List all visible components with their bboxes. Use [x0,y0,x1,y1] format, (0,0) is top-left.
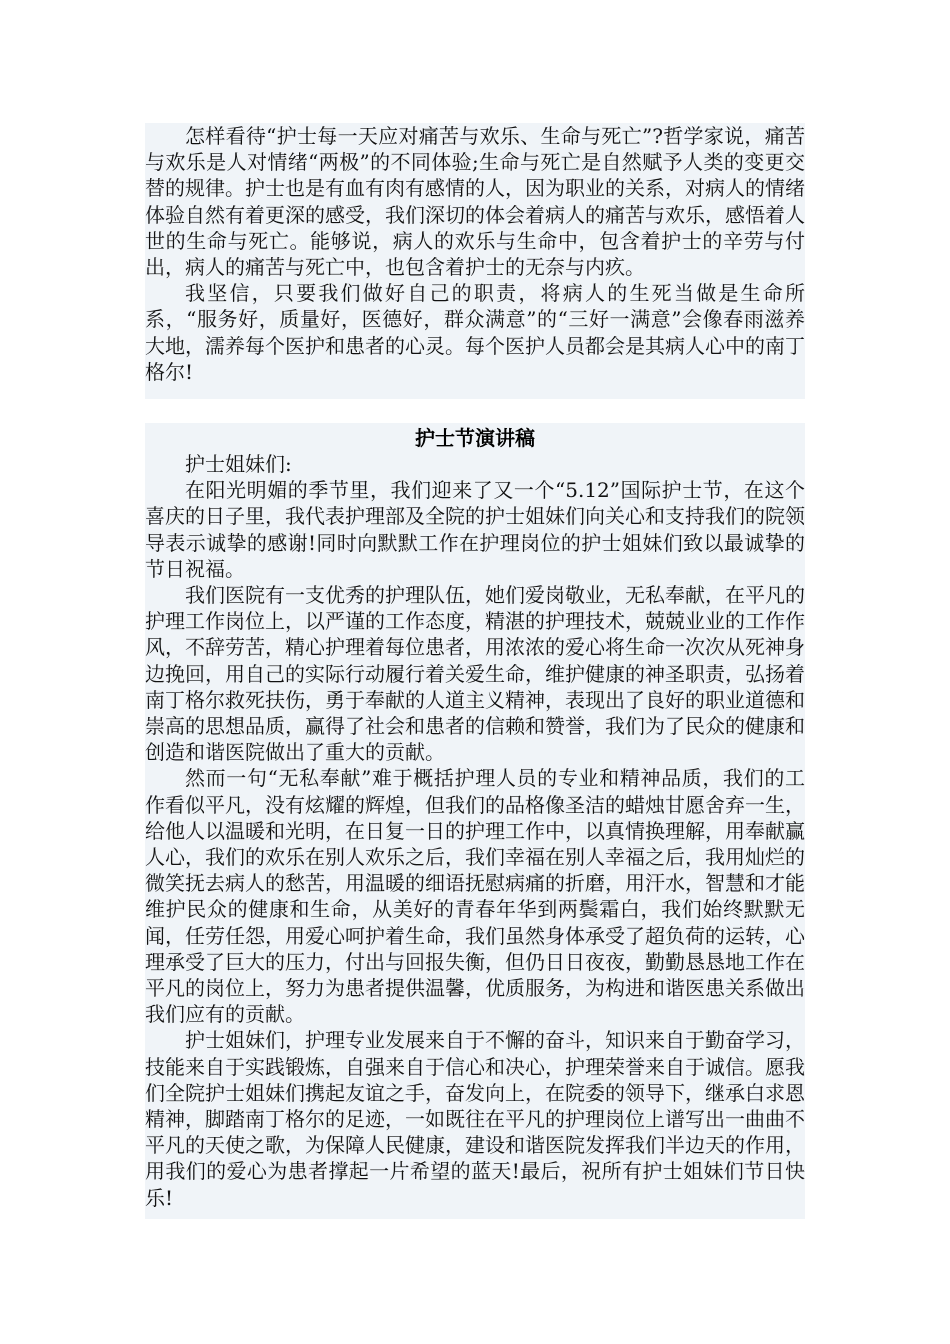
paragraph: 然而一句“无私奉献”难于概括护理人员的专业和精神品质，我们的工作看似平凡，没有炫耀的辉煌，但我们的品格像圣洁的蜡烛甘愿舍弃一生，给他人以温暖和光明，在日复一日的护理工作中，以真情换理解，用奉献赢人心，我们的欢乐在别人欢乐之后，我们幸福在别人幸福之后，我用灿烂的微笑抚去病人的愁苦，用温暖的细语抚慰病痛的折磨，用汗水，智慧和才能维护民众的健康和生命，从美好的青春年华到两鬓霜白，我们始终默默无闻，任劳任怨，用爱心呵护着生命，我们虽然身体承受了超负荷的运转，心理承受了巨大的压力，付出与回报失衡，但仍日日夜夜，勤勤恳恳地工作在平凡的岗位上，努力为患者提供温馨，优质服务，为构进和谐医患关系做出我们应有的贡献。 [145,766,805,1027]
paragraph: 怎样看待“护士每一天应对痛苦与欢乐、生命与死亡”?哲学家说，痛苦与欢乐是人对情绪“两极”的不同体验;生命与死亡是自然赋予人类的变更交替的规律。护士也是有血有肉有感情的人，因为职业的关系，对病人的情绪体验自然有着更深的感受，我们深切的体会着病人的痛苦与欢乐，感悟着人世的生命与死亡。能够说，病人的欢乐与生命中，包含着护士的辛劳与付出，病人的痛苦与死亡中，也包含着护士的无奈与内疚。 [145,124,805,280]
paragraph: 我们医院有一支优秀的护理队伍，她们爱岗敬业，无私奉献，在平凡的护理工作岗位上，以严谨的工作态度，精湛的护理技术，兢兢业业的工作作风，不辞劳苦，精心护理着每位患者，用浓浓的爱心将生命一次次从死神身边挽回，用自己的实际行动履行着关爱生命，维护健康的神圣职责，弘扬着南丁格尔救死扶伤，勇于奉献的人道主义精神，表现出了良好的职业道德和崇高的思想品质，赢得了社会和患者的信赖和赞誉，我们为了民众的健康和创造和谐医院做出了重大的贡献。 [145,583,805,765]
text-block-speech [145,423,805,1219]
text-block-intro [145,123,805,399]
speech-title: 护士节演讲稿 [415,426,535,450]
paragraph: 护士姐妹们，护理专业发展来自于不懈的奋斗，知识来自于勤奋学习，技能来自于实践锻炼，自强来自于信心和决心，护理荣誉来自于诚信。愿我们全院护士姐妹们携起友谊之手，奋发向上，在院委的领导下，继承白求恩精神，脚踏南丁格尔的足迹，一如既往在平凡的护理岗位上谱写出一曲曲不平凡的天使之歌，为保障人民健康，建设和谐医院发挥我们半边天的作用，用我们的爱心为患者撑起一片希望的蓝天!最后，祝所有护士姐妹们节日快乐! [145,1028,805,1210]
paragraph: 在阳光明媚的季节里，我们迎来了又一个“5.12”国际护士节，在这个喜庆的日子里，我代表护理部及全院的护士姐妹们向关心和支持我们的院领导表示诚挚的感谢!同时向默默工作在护理岗位的护士姐妹们致以最诚挚的节日祝福。 [145,478,805,581]
salutation: 护士姐妹们: [185,452,292,476]
paragraph: 我坚信，只要我们做好自己的职责，将病人的生死当做是生命所系，“服务好，质量好，医德好，群众满意”的“三好一满意”会像春雨滋养大地，濡养每个医护和患者的心灵。每个医护人员都会是其病人心中的南丁格尔! [145,281,805,384]
